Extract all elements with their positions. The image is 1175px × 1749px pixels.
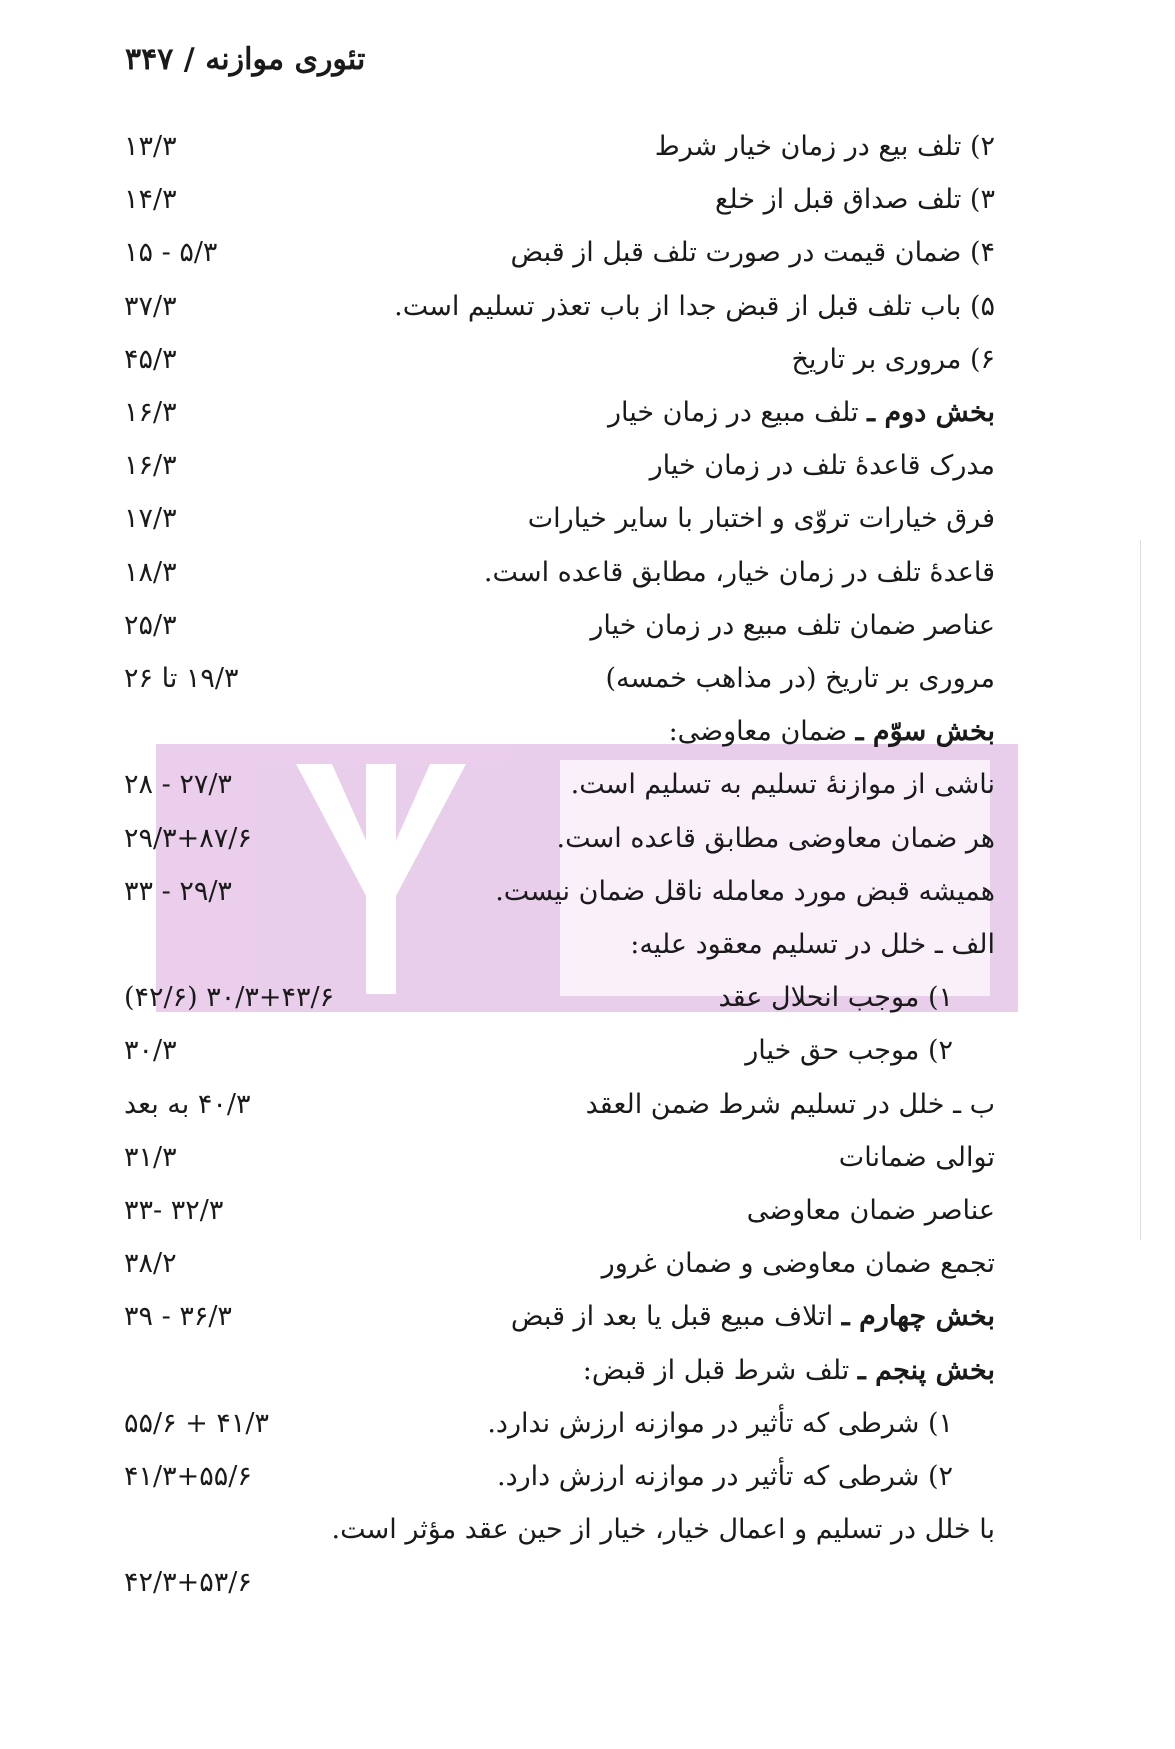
entry-text — [608, 391, 995, 435]
entry-text — [487, 1402, 953, 1446]
entry-text — [650, 444, 995, 488]
entry-label: مدرک قاعدهٔ تلف در زمان خیار — [649, 450, 995, 482]
entry-reference: ۳۰/۳ — [124, 1035, 177, 1067]
entry-text — [602, 1242, 995, 1286]
entry-text — [586, 1083, 995, 1127]
entry-text — [606, 657, 996, 701]
entry-text — [630, 923, 995, 967]
index-entry — [0, 1561, 1175, 1611]
index-entry — [0, 1508, 1175, 1558]
entry-text — [791, 338, 995, 382]
entry-text — [669, 710, 995, 754]
index-entry — [0, 338, 1175, 388]
section-heading: بخش چهارم ـ — [841, 1301, 995, 1333]
entry-label: تلف مبیع در زمان خیار — [607, 397, 868, 428]
index-entry — [0, 1242, 1175, 1292]
entry-text — [590, 604, 995, 648]
entry-text — [511, 1295, 995, 1339]
index-entry — [0, 976, 1175, 1026]
entry-label: توالی ضمانات — [838, 1141, 995, 1173]
entry-reference: ۴۱/۳+۵۵/۶ — [124, 1461, 252, 1492]
index-entry — [0, 1189, 1175, 1239]
entry-reference: ۱۷/۳ — [124, 503, 177, 535]
entry-reference: ۱۸/۳ — [124, 556, 177, 588]
index-entry — [0, 604, 1175, 654]
entry-label: قاعدهٔ تلف در زمان خیار، مطابق قاعده است. — [483, 556, 995, 588]
index-entry — [0, 125, 1175, 175]
index-entry — [0, 817, 1175, 867]
entry-label: هر ضمان معاوضی مطابق قاعده است. — [556, 822, 995, 854]
index-entry — [0, 285, 1175, 335]
entry-text — [332, 1508, 995, 1552]
entry-reference: ۱۳/۳ — [124, 131, 177, 162]
entry-reference: ۱۴/۳ — [124, 184, 177, 216]
entry-text — [747, 1189, 995, 1233]
entry-label: ناشی از موازنهٔ تسلیم به تسلیم است. — [570, 769, 995, 801]
entry-label: با خلل در تسلیم و اعمال خیار، خیار از حین عقد مؤثر است. — [331, 1514, 995, 1546]
index-entry — [0, 1402, 1175, 1452]
index-entry — [0, 710, 1175, 760]
index-entry — [0, 231, 1175, 281]
entry-text — [511, 231, 995, 275]
entry-label: تلف شرط قبل از قبض: — [582, 1354, 858, 1386]
entry-reference: ۴۵/۳ — [124, 343, 177, 375]
entry-text — [497, 1455, 953, 1499]
entry-reference: ۳۲/۳ -۳۳ — [124, 1195, 224, 1226]
entry-label: عناصر ضمان تلف مبیع در زمان خیار — [590, 609, 995, 641]
entry-text — [557, 817, 995, 861]
page-header: تئوری موازنه / ۳۴۷ — [125, 42, 366, 77]
entry-label: ۲) تلف بیع در زمان خیار شرط — [654, 131, 995, 162]
entry-text — [495, 870, 995, 914]
entry-label: مروری بر تاریخ (در مذاهب خمسه) — [605, 663, 995, 694]
entry-text — [839, 1136, 995, 1180]
index-entry — [0, 657, 1175, 707]
entry-text — [655, 125, 995, 169]
entry-reference: ۴۱/۳ + ۵۵/۶ — [124, 1407, 270, 1439]
entry-reference: ۳۶/۳ - ۳۹ — [124, 1301, 232, 1333]
index-entry — [0, 763, 1175, 813]
index-entry — [0, 1029, 1175, 1079]
entry-reference: ۳۷/۳ — [124, 290, 177, 322]
entry-reference: ۲۷/۳ - ۲۸ — [124, 769, 232, 801]
entry-label: ۴) ضمان قیمت در صورت تلف قبل از قبض — [510, 237, 995, 269]
index-entry — [0, 1136, 1175, 1186]
entry-label: ضمان معاوضی: — [668, 716, 856, 748]
entry-label: اتلاف مبیع قبل یا بعد از قبض — [510, 1301, 842, 1333]
index-entry — [0, 444, 1175, 494]
entry-reference: ۲۹/۳+۸۷/۶ — [124, 822, 252, 854]
entry-text — [571, 763, 995, 807]
section-heading: بخش پنجم ـ — [857, 1354, 995, 1386]
entry-label: فرق خیارات تروّی و اختبار با سایر خیارات — [527, 503, 995, 535]
entry-reference: ۵/۳ - ۱۵ — [124, 237, 218, 269]
index-entry — [0, 551, 1175, 601]
index-entry — [0, 870, 1175, 920]
entry-text — [583, 1349, 995, 1393]
entry-label: تجمع ضمان معاوضی و ضمان غرور — [601, 1248, 995, 1280]
entry-text — [745, 1029, 953, 1073]
section-heading: بخش سوّم ـ — [855, 716, 995, 748]
entry-label: الف ـ خلل در تسلیم معقود علیه: — [630, 929, 995, 960]
index-entry — [0, 178, 1175, 228]
entry-reference: ۲۹/۳ - ۳۳ — [124, 875, 232, 907]
entry-label: ۳) تلف صداق قبل از خلع — [715, 184, 995, 216]
entry-reference: ۳۸/۲ — [124, 1248, 177, 1280]
entry-label: ۱) شرطی که تأثیر در موازنه ارزش ندارد. — [487, 1407, 953, 1439]
entry-text — [718, 976, 953, 1020]
entry-text — [715, 178, 995, 222]
entry-label: ۲) شرطی که تأثیر در موازنه ارزش دارد. — [497, 1461, 953, 1492]
entry-reference: ۱۹/۳ تا ۲۶ — [124, 663, 239, 694]
index-entry — [0, 923, 1175, 973]
section-heading: بخش دوم ـ — [867, 397, 995, 428]
entry-label: ۵) باب تلف قبل از قبض جدا از باب تعذر تسلیم است. — [394, 290, 995, 322]
index-entry — [0, 1083, 1175, 1133]
entry-label: همیشه قبض مورد معامله ناقل ضمان نیست. — [495, 875, 995, 907]
index-entry — [0, 391, 1175, 441]
entry-reference: ۱۶/۳ — [124, 450, 177, 482]
entry-label: ۱) موجب انحلال عقد — [718, 982, 953, 1014]
entry-reference: ۴۰/۳ به بعد — [124, 1088, 251, 1120]
entry-text — [394, 285, 995, 329]
index-entry — [0, 1455, 1175, 1505]
index-entry — [0, 497, 1175, 547]
entry-label: ب ـ خلل در تسلیم شرط ضمن العقد — [585, 1088, 995, 1120]
entry-label: ۲) موجب حق خیار — [745, 1035, 953, 1067]
entry-label: ۶) مروری بر تاریخ — [791, 343, 995, 375]
entry-text — [528, 497, 995, 541]
entry-text — [484, 551, 995, 595]
entry-reference: ۳۱/۳ — [124, 1141, 177, 1173]
index-entry — [0, 1349, 1175, 1399]
entry-reference: ۲۵/۳ — [124, 609, 177, 641]
entry-label: عناصر ضمان معاوضی — [746, 1195, 995, 1226]
entry-reference: ۱۶/۳ — [124, 397, 177, 428]
index-entry — [0, 1295, 1175, 1345]
entry-reference: ۳۰/۳+۴۳/۶ (۴۲/۶) — [124, 982, 335, 1014]
entry-reference: ۴۲/۳+۵۳/۶ — [124, 1567, 252, 1599]
